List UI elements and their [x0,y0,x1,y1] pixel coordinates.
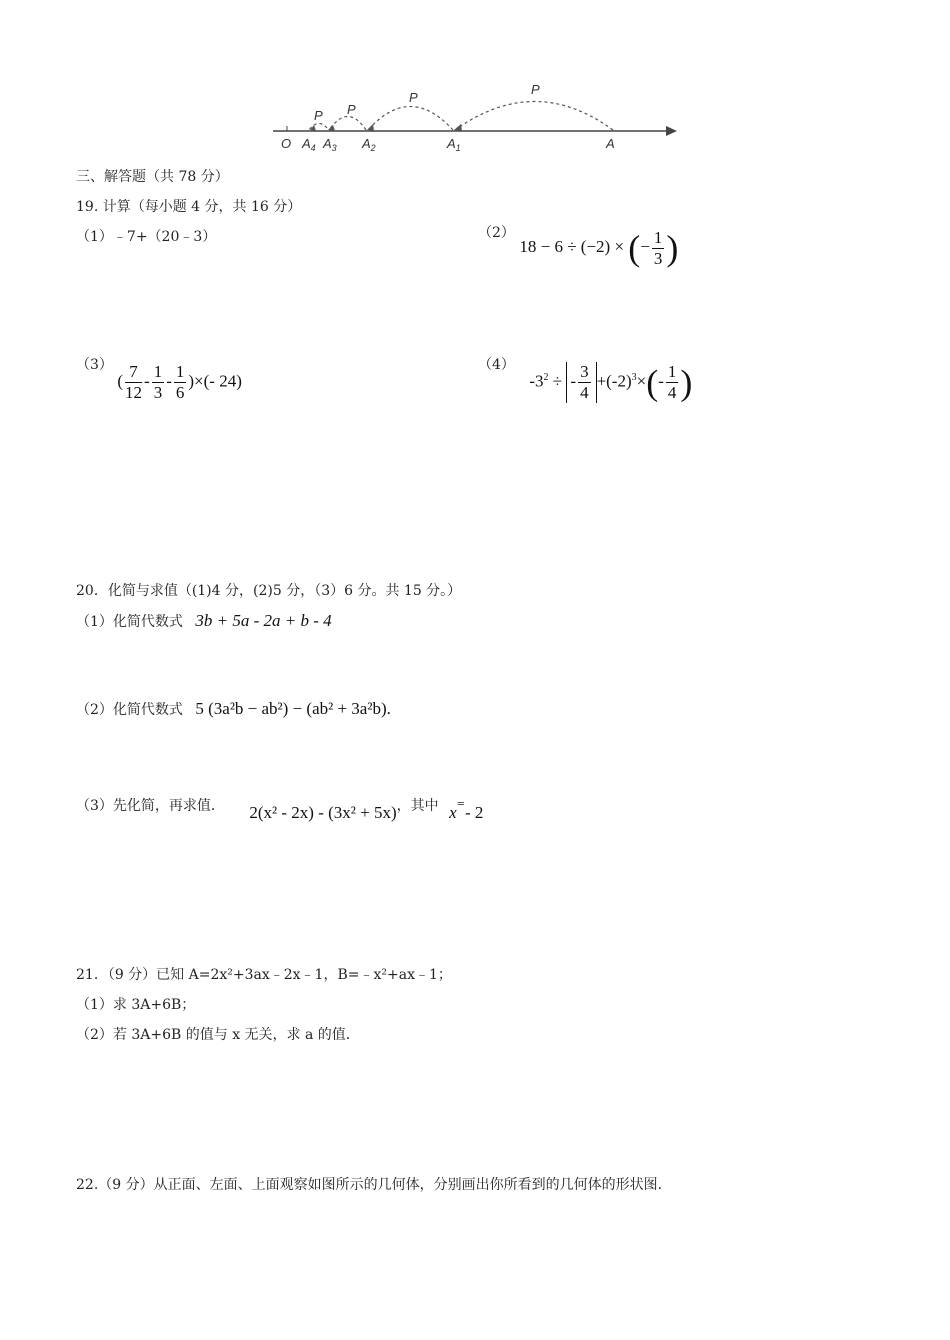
fraction [125,362,142,403]
q19-part4-label: （4） [478,357,515,373]
numerator: 1 [667,362,677,381]
exponent: 2 [543,371,549,383]
q21-title: 21．（9 分）已知 A=2x²+3ax﹣2x﹣1，B=﹣x²+ax﹣1； [76,967,452,983]
exponent: 3 [631,371,637,383]
denominator: 4 [667,383,677,402]
p-label: P [531,82,540,97]
q19-part3-tail: )×(- 24) [188,371,242,391]
point-o-label: O [281,136,292,151]
q19-part4-expr [529,362,692,403]
q20-part3-cond-eq: = [456,799,466,810]
q19-part3-expr [117,362,242,403]
point-a3-label: $A_3$ [323,136,337,153]
q19-part2-expr-main: 18 − 6 ÷ (−2) × [519,237,629,256]
p-label: P [314,108,323,123]
numerator: 3 [580,362,589,381]
numerator: 7 [125,362,142,383]
minus-sign: - [658,371,664,391]
q20-title: 20．化简与求值（(1)4 分，(2)5 分，（3）6 分。共 15 分。） [76,583,462,599]
minus-sign: - [144,371,150,391]
paren-right: ) [680,362,693,403]
numerator: 1 [653,227,663,247]
point-a-label: A [606,136,615,151]
p-label: P [347,102,356,117]
q20-part1-label: （1）化简代数式 [76,614,183,630]
q19-part2-label: （2） [478,225,515,241]
q19-part3 [76,356,242,406]
minus-sign: - [570,371,577,391]
plus-term: +(-2) [596,371,632,391]
denominator: 6 [175,383,185,402]
q20-part2-label: （2）化简代数式 [76,702,183,718]
numerator: 1 [175,362,185,381]
q20-part1-expr: 3b + 5a - 2a + b - 4 [195,611,332,630]
denominator: 12 [125,383,143,402]
fraction [652,228,665,269]
axis-arrow-icon [666,126,677,136]
q19-part4 [478,356,692,406]
arc-arrow-icon [454,124,462,131]
q19-part3-label: （3） [76,357,113,373]
q21-part2: （2）若 3A+6B 的值与 x 无关，求 a 的值． [76,1027,360,1043]
q19-part1-label: （1） [76,229,113,245]
q20-part3-cond-val: - 2 [465,803,484,822]
q19-title: 19. 计算（每小题 4 分，共 16 分） [76,199,302,215]
q20-part1 [76,612,332,631]
q20-part3-expr: 2(x² - 2x) - (3x² + 5x) [249,803,397,822]
q20-part2-expr: 5 (3a²b − ab²) − (ab² + 3a²b). [195,699,391,718]
q19-part2-neg: − [640,237,650,256]
q21-part1: （1）求 3A+6B； [76,997,196,1013]
q22-title: 22.（9 分）从正面、左面、上面观察如图所示的几何体，分别画出你所看到的几何体的形状图． [76,1177,672,1193]
arc-a2-a3 [329,117,366,131]
fraction [578,362,591,403]
paren-left: ( [646,362,659,403]
q20-part3-cond-x: x [449,803,457,822]
arc-a-a1 [455,102,613,131]
q20-part3-comma: ，其中 [396,798,439,814]
absolute-value [566,362,596,403]
paren-left: ( [628,228,641,269]
denominator: 4 [580,383,589,402]
q20-part2 [76,700,391,719]
base-term: -3 [529,371,544,391]
q19-part1-expr: ﹣7+（20﹣3） [112,229,217,245]
paren-left: ( [117,371,124,391]
q19-part1 [76,228,216,246]
paren-right: ) [666,228,679,269]
fraction [174,362,187,403]
numerator: 1 [153,362,163,381]
times-sign: × [636,371,647,391]
p-label: P [409,90,418,105]
q20-part3-label: （3）先化简，再求值． [76,798,225,814]
fraction [152,362,165,403]
point-a2-label: $A_2$ [362,136,376,153]
q19-part2-expr [519,227,679,269]
section-title: 三、解答题（共 78 分） [76,169,229,185]
arc-a1-a2 [368,107,453,131]
divide-sign: ÷ [548,371,563,391]
denominator: 3 [153,383,163,402]
arc-arrow-icon [367,124,374,131]
point-a4-label: $A_4$ [302,136,316,153]
q20-part3 [76,796,484,822]
point-a1-label: $A_1$ [447,136,461,153]
denominator: 3 [653,248,663,268]
fraction [666,362,679,403]
minus-sign: - [166,371,172,391]
number-line-figure [265,78,685,158]
q19-part2 [478,222,678,272]
